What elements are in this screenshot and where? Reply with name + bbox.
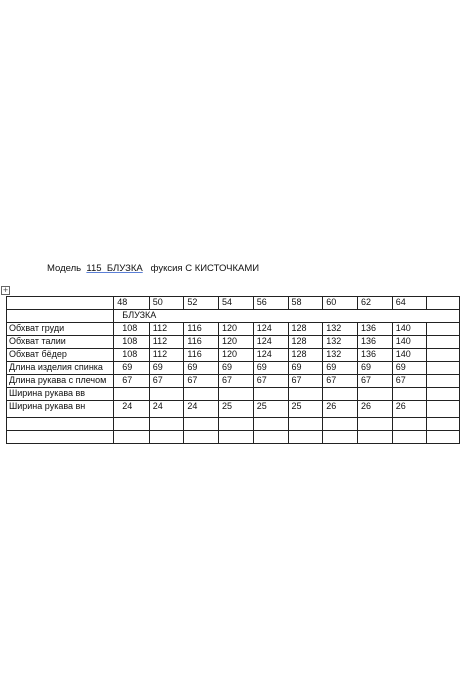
row-label-cell: Ширина рукава вн	[7, 401, 114, 418]
value-cell: 24	[114, 401, 149, 418]
section-fill-cell	[219, 310, 460, 323]
value-cell	[288, 431, 323, 444]
value-cell	[323, 388, 358, 401]
value-cell: 24	[184, 401, 219, 418]
table-row	[7, 323, 460, 336]
table-edge-cell	[427, 336, 460, 349]
value-cell: 108	[114, 323, 149, 336]
value-cell: 124	[253, 349, 288, 362]
table-row	[7, 375, 460, 388]
row-label-cell: Ширина рукава вв	[7, 388, 114, 401]
size-header-row	[7, 297, 460, 310]
value-cell: 112	[149, 336, 184, 349]
value-cell: 26	[323, 401, 358, 418]
value-cell: 69	[114, 362, 149, 375]
value-cell: 136	[357, 336, 392, 349]
row-label-cell: Обхват груди	[7, 323, 114, 336]
value-cell: 124	[253, 336, 288, 349]
value-cell: 69	[184, 362, 219, 375]
value-cell: 124	[253, 323, 288, 336]
section-title-cell: БЛУЗКА	[114, 310, 219, 323]
size-header-cell: 48	[114, 297, 149, 310]
value-cell	[184, 418, 219, 431]
table-move-handle-icon[interactable]: +	[2, 286, 9, 294]
value-cell: 136	[357, 323, 392, 336]
size-header-cell: 50	[149, 297, 184, 310]
value-cell: 69	[253, 362, 288, 375]
value-cell	[114, 388, 149, 401]
document-title	[47, 263, 259, 274]
table-edge-cell	[427, 418, 460, 431]
value-cell	[219, 418, 254, 431]
value-cell: 132	[323, 323, 358, 336]
value-cell: 67	[392, 375, 427, 388]
value-cell	[184, 431, 219, 444]
header-corner-cell	[7, 297, 114, 310]
table-row	[7, 362, 460, 375]
value-cell: 67	[184, 375, 219, 388]
value-cell	[253, 418, 288, 431]
value-cell	[253, 431, 288, 444]
value-cell: 67	[219, 375, 254, 388]
value-cell: 24	[149, 401, 184, 418]
size-header-cell: 54	[219, 297, 254, 310]
value-cell: 26	[392, 401, 427, 418]
table-edge-cell	[427, 375, 460, 388]
value-cell	[149, 418, 184, 431]
table-row	[7, 431, 460, 444]
value-cell: 69	[219, 362, 254, 375]
table-row	[7, 388, 460, 401]
value-cell: 67	[288, 375, 323, 388]
value-cell	[323, 431, 358, 444]
value-cell	[219, 431, 254, 444]
table-edge-cell	[427, 401, 460, 418]
value-cell: 132	[323, 336, 358, 349]
value-cell: 112	[149, 323, 184, 336]
table-edge-cell	[427, 349, 460, 362]
value-cell	[184, 388, 219, 401]
title-prefix: Модель	[47, 263, 87, 274]
table-edge-cell	[427, 388, 460, 401]
table-edge-cell	[427, 362, 460, 375]
value-cell	[357, 388, 392, 401]
value-cell: 116	[184, 336, 219, 349]
value-cell: 136	[357, 349, 392, 362]
row-label-cell	[7, 431, 114, 444]
value-cell: 25	[253, 401, 288, 418]
size-header-cell: 64	[392, 297, 427, 310]
value-cell: 132	[323, 349, 358, 362]
value-cell	[357, 418, 392, 431]
value-cell: 69	[357, 362, 392, 375]
value-cell: 67	[114, 375, 149, 388]
value-cell: 69	[288, 362, 323, 375]
value-cell: 128	[288, 336, 323, 349]
value-cell	[323, 418, 358, 431]
value-cell: 116	[184, 323, 219, 336]
value-cell: 25	[288, 401, 323, 418]
value-cell: 112	[149, 349, 184, 362]
value-cell: 108	[114, 349, 149, 362]
value-cell	[149, 431, 184, 444]
value-cell: 120	[219, 349, 254, 362]
value-cell	[114, 431, 149, 444]
table-edge-cell	[427, 431, 460, 444]
value-cell: 69	[392, 362, 427, 375]
value-cell	[114, 418, 149, 431]
value-cell	[219, 388, 254, 401]
table-row	[7, 349, 460, 362]
value-cell	[288, 418, 323, 431]
value-cell: 69	[149, 362, 184, 375]
value-cell	[392, 418, 427, 431]
value-cell	[149, 388, 184, 401]
value-cell: 128	[288, 349, 323, 362]
value-cell: 120	[219, 323, 254, 336]
size-chart-table	[6, 296, 460, 444]
value-cell	[357, 431, 392, 444]
value-cell	[392, 388, 427, 401]
value-cell: 128	[288, 323, 323, 336]
row-label-cell: Обхват талии	[7, 336, 114, 349]
value-cell: 140	[392, 349, 427, 362]
table-row	[7, 336, 460, 349]
table-row	[7, 418, 460, 431]
size-header-cell: 58	[288, 297, 323, 310]
row-label-cell: Длина рукава с плечом	[7, 375, 114, 388]
value-cell: 67	[357, 375, 392, 388]
table-edge-cell	[427, 323, 460, 336]
value-cell: 26	[357, 401, 392, 418]
size-header-cell: 56	[253, 297, 288, 310]
table-edge-cell	[427, 297, 460, 310]
section-blank-cell	[7, 310, 114, 323]
value-cell: 67	[149, 375, 184, 388]
section-title-row	[7, 310, 460, 323]
value-cell: 69	[323, 362, 358, 375]
value-cell: 67	[253, 375, 288, 388]
value-cell: 25	[219, 401, 254, 418]
table-row	[7, 401, 460, 418]
value-cell: 67	[323, 375, 358, 388]
title-suffix: фуксия С КИСТОЧКАМИ	[142, 263, 260, 274]
value-cell	[253, 388, 288, 401]
value-cell	[392, 431, 427, 444]
value-cell: 140	[392, 323, 427, 336]
row-label-cell: Обхват бёдер	[7, 349, 114, 362]
row-label-cell: Длина изделия спинка	[7, 362, 114, 375]
size-header-cell: 60	[323, 297, 358, 310]
row-label-cell	[7, 418, 114, 431]
value-cell: 120	[219, 336, 254, 349]
size-header-cell: 52	[184, 297, 219, 310]
size-header-cell: 62	[357, 297, 392, 310]
value-cell: 116	[184, 349, 219, 362]
model-name: 115 БЛУЗКА	[86, 263, 143, 274]
value-cell: 140	[392, 336, 427, 349]
value-cell: 108	[114, 336, 149, 349]
value-cell	[288, 388, 323, 401]
